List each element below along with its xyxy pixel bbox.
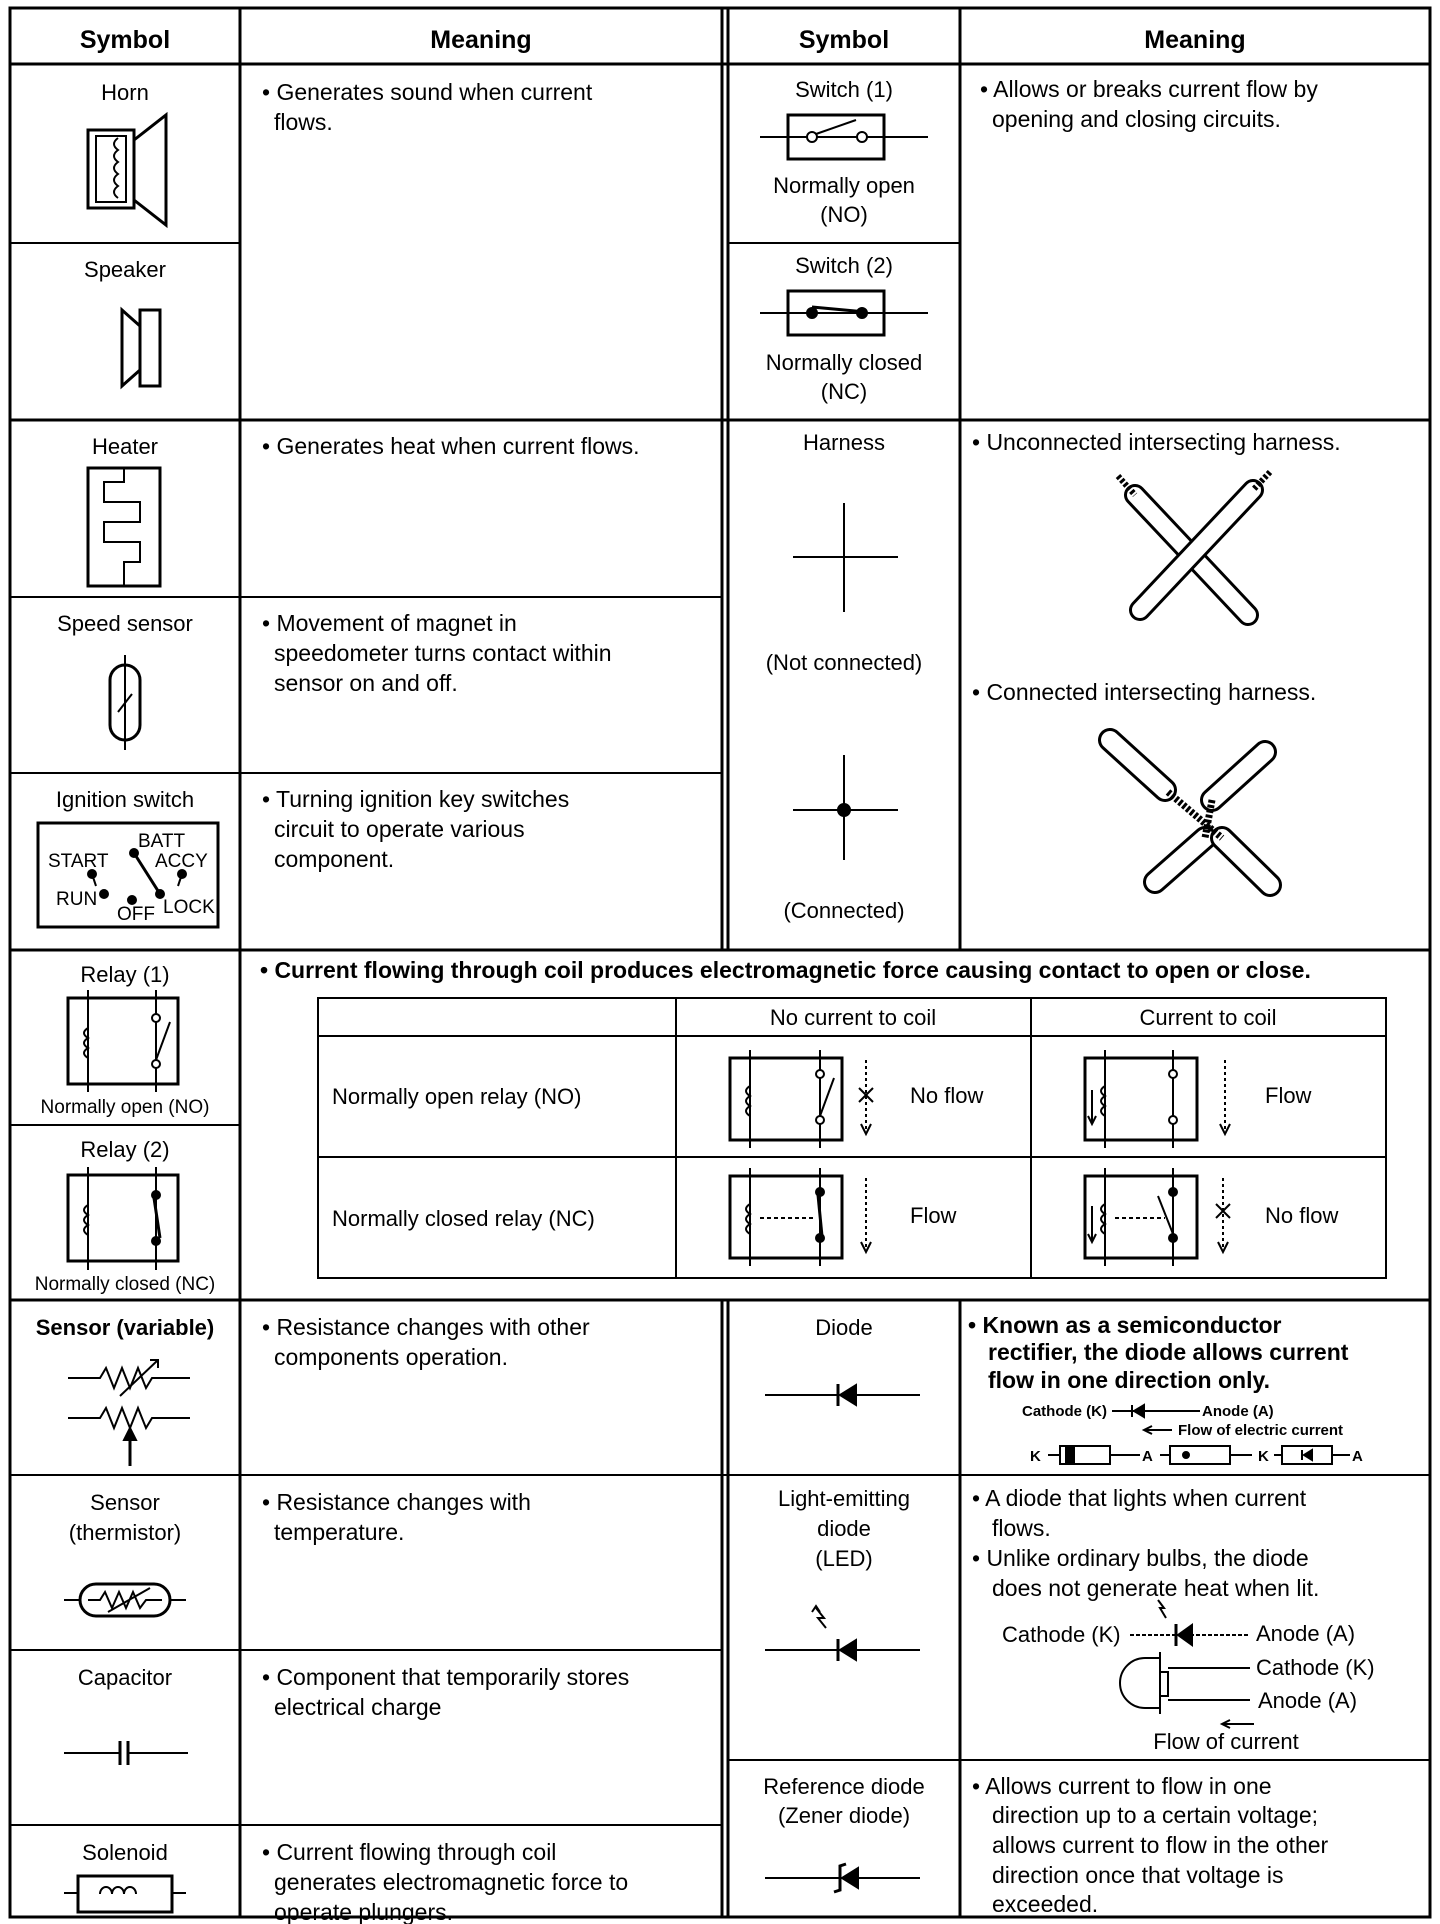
capacitor-meaning-1: • Component that temporarily stores bbox=[262, 1664, 630, 1690]
header-meaning-left: Meaning bbox=[430, 26, 532, 54]
flow-arrow-icon bbox=[1144, 1426, 1172, 1434]
led-anode-1: Anode (A) bbox=[1256, 1621, 1356, 1646]
switch1-sub-2: (NO) bbox=[820, 202, 868, 227]
relay-no-on-result: Flow bbox=[1265, 1083, 1312, 1108]
switch-meaning-1: • Allows or breaks current flow by bbox=[980, 76, 1318, 102]
horn-icon bbox=[88, 115, 166, 225]
solenoid-icon bbox=[64, 1876, 186, 1912]
led-icon bbox=[765, 1606, 920, 1661]
switch1-label: Switch (1) bbox=[795, 77, 893, 102]
switch-closed-icon bbox=[760, 291, 928, 335]
horn-label: Horn bbox=[101, 80, 149, 105]
diode-mini-icon bbox=[1112, 1405, 1200, 1417]
relay-row-no: Normally open relay (NO) bbox=[332, 1084, 582, 1109]
diode-k-2: K bbox=[1258, 1448, 1269, 1465]
relay-inner-table bbox=[318, 998, 1386, 1278]
zener-meaning-4: direction once that voltage is bbox=[992, 1862, 1284, 1888]
zener-meaning-5: exceeded. bbox=[992, 1891, 1099, 1917]
led-meaning-3: • Unlike ordinary bulbs, the diode bbox=[972, 1545, 1309, 1571]
diode-a-2: A bbox=[1352, 1448, 1363, 1465]
harness-connected-icon bbox=[793, 755, 898, 860]
thermistor-meaning-1: • Resistance changes with bbox=[262, 1489, 531, 1515]
relay-col-no-current: No current to coil bbox=[769, 1005, 937, 1030]
led-anode-2: Anode (A) bbox=[1258, 1688, 1358, 1713]
heater-icon bbox=[88, 468, 160, 586]
harness-connected: (Connected) bbox=[783, 898, 905, 923]
header-symbol-right: Symbol bbox=[798, 26, 890, 54]
horn-meaning-1: • Generates sound when current bbox=[262, 79, 593, 105]
ignition-meaning-3: component. bbox=[274, 846, 395, 872]
led-cathode-2: Cathode (K) bbox=[1256, 1655, 1375, 1680]
led-meaning-1: • A diode that lights when current bbox=[972, 1485, 1307, 1511]
zener-label-1: Reference diode bbox=[763, 1774, 925, 1799]
zener-icon bbox=[765, 1864, 920, 1892]
ignition-off: OFF bbox=[117, 904, 155, 925]
horn-meaning-2: flows. bbox=[274, 109, 333, 135]
unconnected-harness-icon bbox=[1118, 472, 1270, 615]
capacitor-icon bbox=[64, 1741, 188, 1765]
reed-switch-icon bbox=[110, 655, 140, 750]
switch1-sub-1: Normally open bbox=[773, 173, 915, 198]
ignition-meaning-1: • Turning ignition key switches bbox=[262, 786, 570, 812]
relay-nc-off-result: Flow bbox=[910, 1203, 957, 1228]
solenoid-meaning-2: generates electromagnetic force to bbox=[274, 1869, 629, 1895]
diode-icon bbox=[765, 1384, 920, 1406]
relay-nc-icon bbox=[68, 1167, 178, 1270]
harness-not-connected: (Not connected) bbox=[765, 650, 923, 675]
led-label-3: (LED) bbox=[815, 1546, 873, 1571]
diode-flow-note: Flow of electric current bbox=[1178, 1422, 1344, 1439]
relay-row-nc: Normally closed relay (NC) bbox=[332, 1206, 595, 1231]
diode-meaning-1: • Known as a semiconductor bbox=[968, 1312, 1282, 1338]
zener-meaning-1: • Allows current to flow in one bbox=[972, 1773, 1272, 1799]
relay-no-icon bbox=[68, 990, 178, 1092]
ignition-accy: ACCY bbox=[155, 851, 208, 872]
switch2-sub-1: Normally closed bbox=[765, 350, 923, 375]
connected-harness-icon bbox=[1110, 740, 1270, 885]
sensor-variable-meaning-2: components operation. bbox=[274, 1344, 508, 1370]
zener-meaning-3: allows current to flow in the other bbox=[992, 1832, 1329, 1858]
relay2-label: Relay (2) bbox=[80, 1137, 170, 1162]
harness-label: Harness bbox=[803, 430, 885, 455]
relay-meaning: • Current flowing through coil produces electromagnetic force causing contact to open or close. bbox=[260, 957, 1311, 983]
diode-cathode: Cathode (K) bbox=[1022, 1403, 1107, 1420]
switch-open-icon bbox=[760, 115, 928, 159]
switch2-sub-2: (NC) bbox=[820, 379, 868, 404]
header-symbol-left: Symbol bbox=[79, 26, 171, 54]
led-meaning-2: flows. bbox=[992, 1515, 1051, 1541]
ignition-meaning-2: circuit to operate various bbox=[274, 816, 525, 842]
speed-sensor-meaning-1: • Movement of magnet in bbox=[262, 610, 517, 636]
speed-sensor-meaning-3: sensor on and off. bbox=[274, 670, 458, 696]
zener-meaning-2: direction up to a certain voltage; bbox=[992, 1802, 1319, 1828]
led-flow: Flow of current bbox=[1153, 1729, 1299, 1754]
speaker-icon bbox=[122, 310, 160, 386]
header-meaning-right: Meaning bbox=[1144, 26, 1246, 54]
relay2-sub: Normally closed (NC) bbox=[34, 1274, 216, 1295]
led-meaning-4: does not generate heat when lit. bbox=[992, 1575, 1320, 1601]
switch-meaning-2: opening and closing circuits. bbox=[992, 106, 1281, 132]
relay-nc-on-result: No flow bbox=[1265, 1203, 1339, 1228]
switch2-label: Switch (2) bbox=[795, 253, 893, 278]
led-cathode-1: Cathode (K) bbox=[1002, 1622, 1121, 1647]
diode-label: Diode bbox=[815, 1315, 873, 1340]
relay1-label: Relay (1) bbox=[80, 962, 170, 987]
solenoid-meaning-1: • Current flowing through coil bbox=[262, 1839, 557, 1865]
heater-label: Heater bbox=[91, 434, 159, 459]
led-label-2: diode bbox=[817, 1516, 871, 1541]
ignition-label: Ignition switch bbox=[55, 787, 195, 812]
solenoid-label: Solenoid bbox=[82, 1840, 168, 1865]
speed-sensor-meaning-2: speedometer turns contact within bbox=[274, 640, 612, 666]
led-package-icon bbox=[1120, 1652, 1254, 1728]
diode-anode: Anode (A) bbox=[1202, 1403, 1274, 1420]
relay-col-current: Current to coil bbox=[1139, 1005, 1277, 1030]
thermistor-meaning-2: temperature. bbox=[274, 1519, 405, 1545]
ignition-run: RUN bbox=[56, 889, 98, 910]
relay-no-off-result: No flow bbox=[910, 1083, 984, 1108]
thermistor-label-2: (thermistor) bbox=[68, 1520, 182, 1545]
diode-meaning-2: rectifier, the diode allows current bbox=[988, 1339, 1349, 1365]
thermistor-label-1: Sensor bbox=[90, 1490, 160, 1515]
zener-label-2: (Zener diode) bbox=[777, 1803, 911, 1828]
relay-nc-off-icon bbox=[730, 1168, 871, 1266]
thermistor-icon bbox=[64, 1584, 186, 1616]
relay-nc-on-icon bbox=[1085, 1168, 1230, 1266]
variable-resistor-icon bbox=[68, 1360, 190, 1466]
led-mini-icon bbox=[1130, 1600, 1250, 1646]
heater-meaning: • Generates heat when current flows. bbox=[262, 433, 640, 459]
capacitor-label: Capacitor bbox=[77, 1665, 173, 1690]
relay-no-off-icon bbox=[730, 1050, 873, 1148]
harness-meaning-unconnected: • Unconnected intersecting harness. bbox=[972, 429, 1341, 455]
relay1-sub: Normally open (NO) bbox=[40, 1097, 210, 1118]
solenoid-meaning-3: operate plungers. bbox=[274, 1899, 454, 1924]
led-label-1: Light-emitting bbox=[777, 1486, 911, 1511]
capacitor-meaning-2: electrical charge bbox=[274, 1694, 442, 1720]
ignition-batt: BATT bbox=[138, 831, 186, 852]
sensor-variable-label: Sensor (variable) bbox=[35, 1315, 215, 1340]
ignition-lock: LOCK bbox=[163, 897, 215, 918]
speed-sensor-label: Speed sensor bbox=[57, 611, 193, 636]
diode-k-1: K bbox=[1030, 1448, 1041, 1465]
sensor-variable-meaning-1: • Resistance changes with other bbox=[262, 1314, 590, 1340]
ignition-start: START bbox=[48, 851, 109, 872]
relay-no-on-icon bbox=[1085, 1050, 1230, 1148]
harness-not-connected-icon bbox=[793, 503, 898, 612]
diode-package-icons bbox=[1048, 1446, 1350, 1464]
diode-a-1: A bbox=[1142, 1448, 1153, 1465]
diode-meaning-3: flow in one direction only. bbox=[988, 1367, 1270, 1393]
harness-meaning-connected: • Connected intersecting harness. bbox=[972, 679, 1317, 705]
speaker-label: Speaker bbox=[84, 257, 166, 282]
